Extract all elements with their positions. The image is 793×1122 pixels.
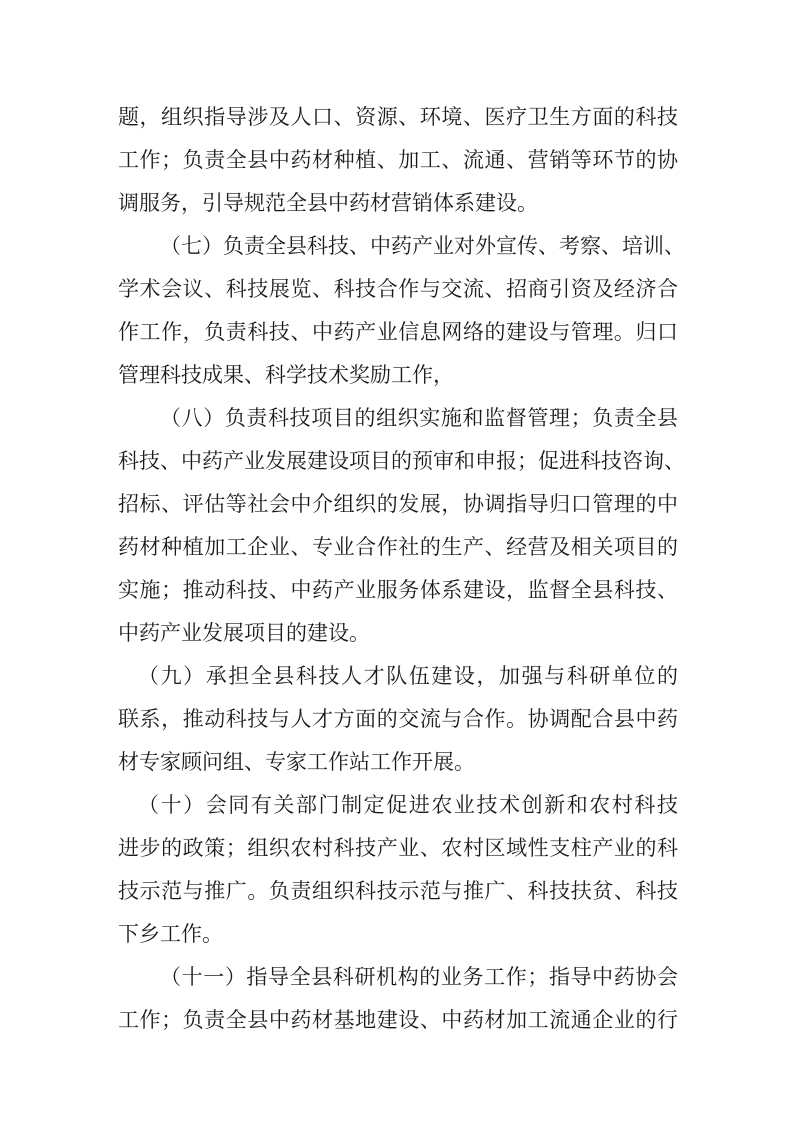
text-line: 药材种植加工企业、专业合作社的生产、经营及相关项目的 [118, 535, 678, 559]
paragraph-start-line: （十一）指导全县科研机构的业务工作；指导中药协会 [160, 965, 678, 989]
text-line: 调服务，引导规范全县中药材营销体系建设。 [118, 191, 538, 215]
paragraph-start-line: （八）负责科技项目的组织实施和监督管理；负责全县 [160, 406, 678, 430]
text-line: 技示范与推广。负责组织科技示范与推广、科技扶贫、科技 [118, 879, 678, 903]
text-line: 联系，推动科技与人才方面的交流与合作。协调配合县中药 [118, 707, 678, 731]
text-line: 实施；推动科技、中药产业服务体系建设，监督全县科技、 [118, 578, 678, 602]
text-line: 学术会议、科技展览、科技合作与交流、招商引资及经济合 [118, 277, 678, 301]
text-line: 中药产业发展项目的建设。 [118, 621, 370, 645]
paragraph-start-line: （七）负责全县科技、中药产业对外宣传、考察、培训、 [160, 234, 685, 258]
text-line: 工作；负责全县中药材基地建设、中药材加工流通企业的行 [118, 1008, 678, 1032]
text-line: 作工作，负责科技、中药产业信息网络的建设与管理。归口 [118, 320, 678, 344]
text-line: 招标、评估等社会中介组织的发展，协调指导归口管理的中 [118, 492, 678, 516]
text-line: 题，组织指导涉及人口、资源、环境、医疗卫生方面的科技 [118, 105, 678, 129]
text-line: 下乡工作。 [118, 922, 223, 946]
text-line: 材专家顾问组、专家工作站工作开展。 [118, 750, 475, 774]
text-line: 进步的政策；组织农村科技产业、农村区域性支柱产业的科 [118, 836, 678, 860]
text-line: 管理科技成果、科学技术奖励工作， [118, 363, 454, 387]
text-line: 科技、中药产业发展建设项目的预审和申报；促进科技咨询、 [118, 449, 685, 473]
paragraph-start-line: （十）会同有关部门制定促进农业技术创新和农村科技 [138, 793, 678, 817]
text-line: 工作；负责全县中药材种植、加工、流通、营销等环节的协 [118, 148, 678, 172]
paragraph-start-line: （九）承担全县科技人才队伍建设，加强与科研单位的 [138, 664, 678, 688]
